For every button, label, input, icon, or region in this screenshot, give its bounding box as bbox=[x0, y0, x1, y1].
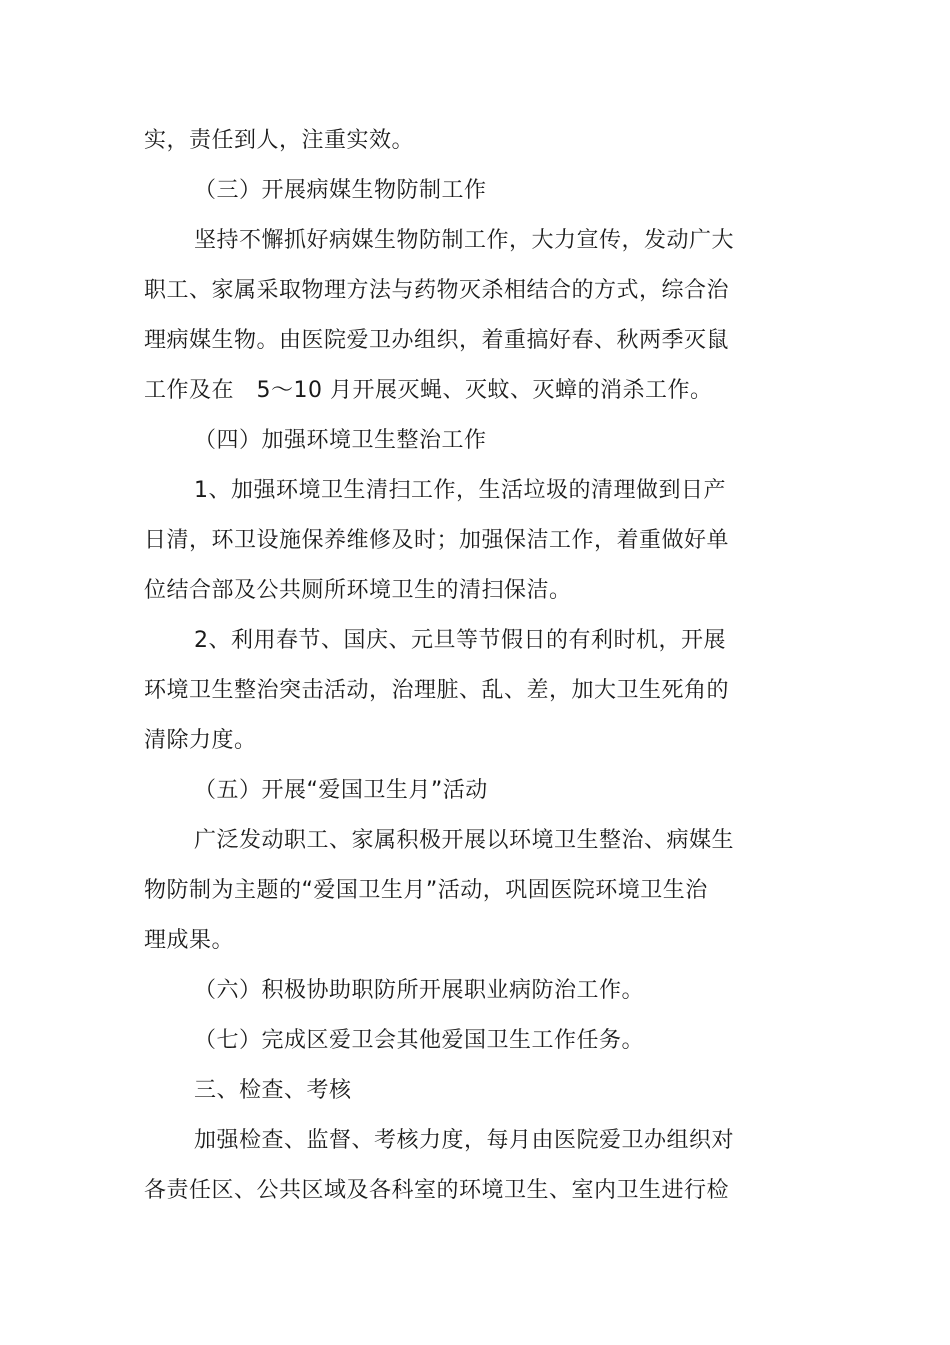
text-line: 各责任区、公共区域及各科室的环境卫生、室内卫生进行检 bbox=[144, 1178, 730, 1203]
section-heading: （五）开展“爱国卫生月”活动 bbox=[194, 778, 488, 803]
text-line: 理成果。 bbox=[144, 928, 235, 953]
section-heading: 三、检查、考核 bbox=[194, 1078, 352, 1103]
text-line: 坚持不懈抓好病媒生物防制工作，大力宣传，发动广大 bbox=[194, 228, 735, 253]
text-line: 理病媒生物。由医院爱卫办组织，着重搞好春、秋两季灭鼠 bbox=[144, 328, 730, 353]
section-heading: （四）加强环境卫生整治工作 bbox=[194, 428, 487, 453]
text-line: 位结合部及公共厕所环境卫生的清扫保洁。 bbox=[144, 578, 572, 603]
text-line: 职工、家属采取物理方法与药物灭杀相结合的方式，综合治 bbox=[144, 278, 730, 303]
section-heading: （七）完成区爱卫会其他爱国卫生工作任务。 bbox=[194, 1028, 645, 1053]
section-heading: （六）积极协助职防所开展职业病防治工作。 bbox=[194, 978, 645, 1003]
text-line: 物防制为主题的“爱国卫生月”活动，巩固医院环境卫生治 bbox=[144, 878, 708, 903]
text-line: 1、加强环境卫生清扫工作，生活垃圾的清理做到日产 bbox=[194, 478, 726, 503]
text-line: 工作及在 5～10 月开展灭蝇、灭蚊、灭蟑的消杀工作。 bbox=[144, 378, 713, 403]
section-heading: （三）开展病媒生物防制工作 bbox=[194, 178, 487, 203]
text-line: 加强检查、监督、考核力度，每月由医院爱卫办组织对 bbox=[194, 1128, 735, 1153]
text-line: 环境卫生整治突击活动，治理脏、乱、差，加大卫生死角的 bbox=[144, 678, 730, 703]
text-line: 广泛发动职工、家属积极开展以环境卫生整治、病媒生 bbox=[194, 828, 735, 853]
text-line: 2、利用春节、国庆、元旦等节假日的有利时机，开展 bbox=[194, 628, 726, 653]
text-line: 实，责任到人，注重实效。 bbox=[144, 128, 415, 153]
text-line: 清除力度。 bbox=[144, 728, 257, 753]
text-line: 日清，环卫设施保养维修及时；加强保洁工作，着重做好单 bbox=[144, 528, 730, 553]
